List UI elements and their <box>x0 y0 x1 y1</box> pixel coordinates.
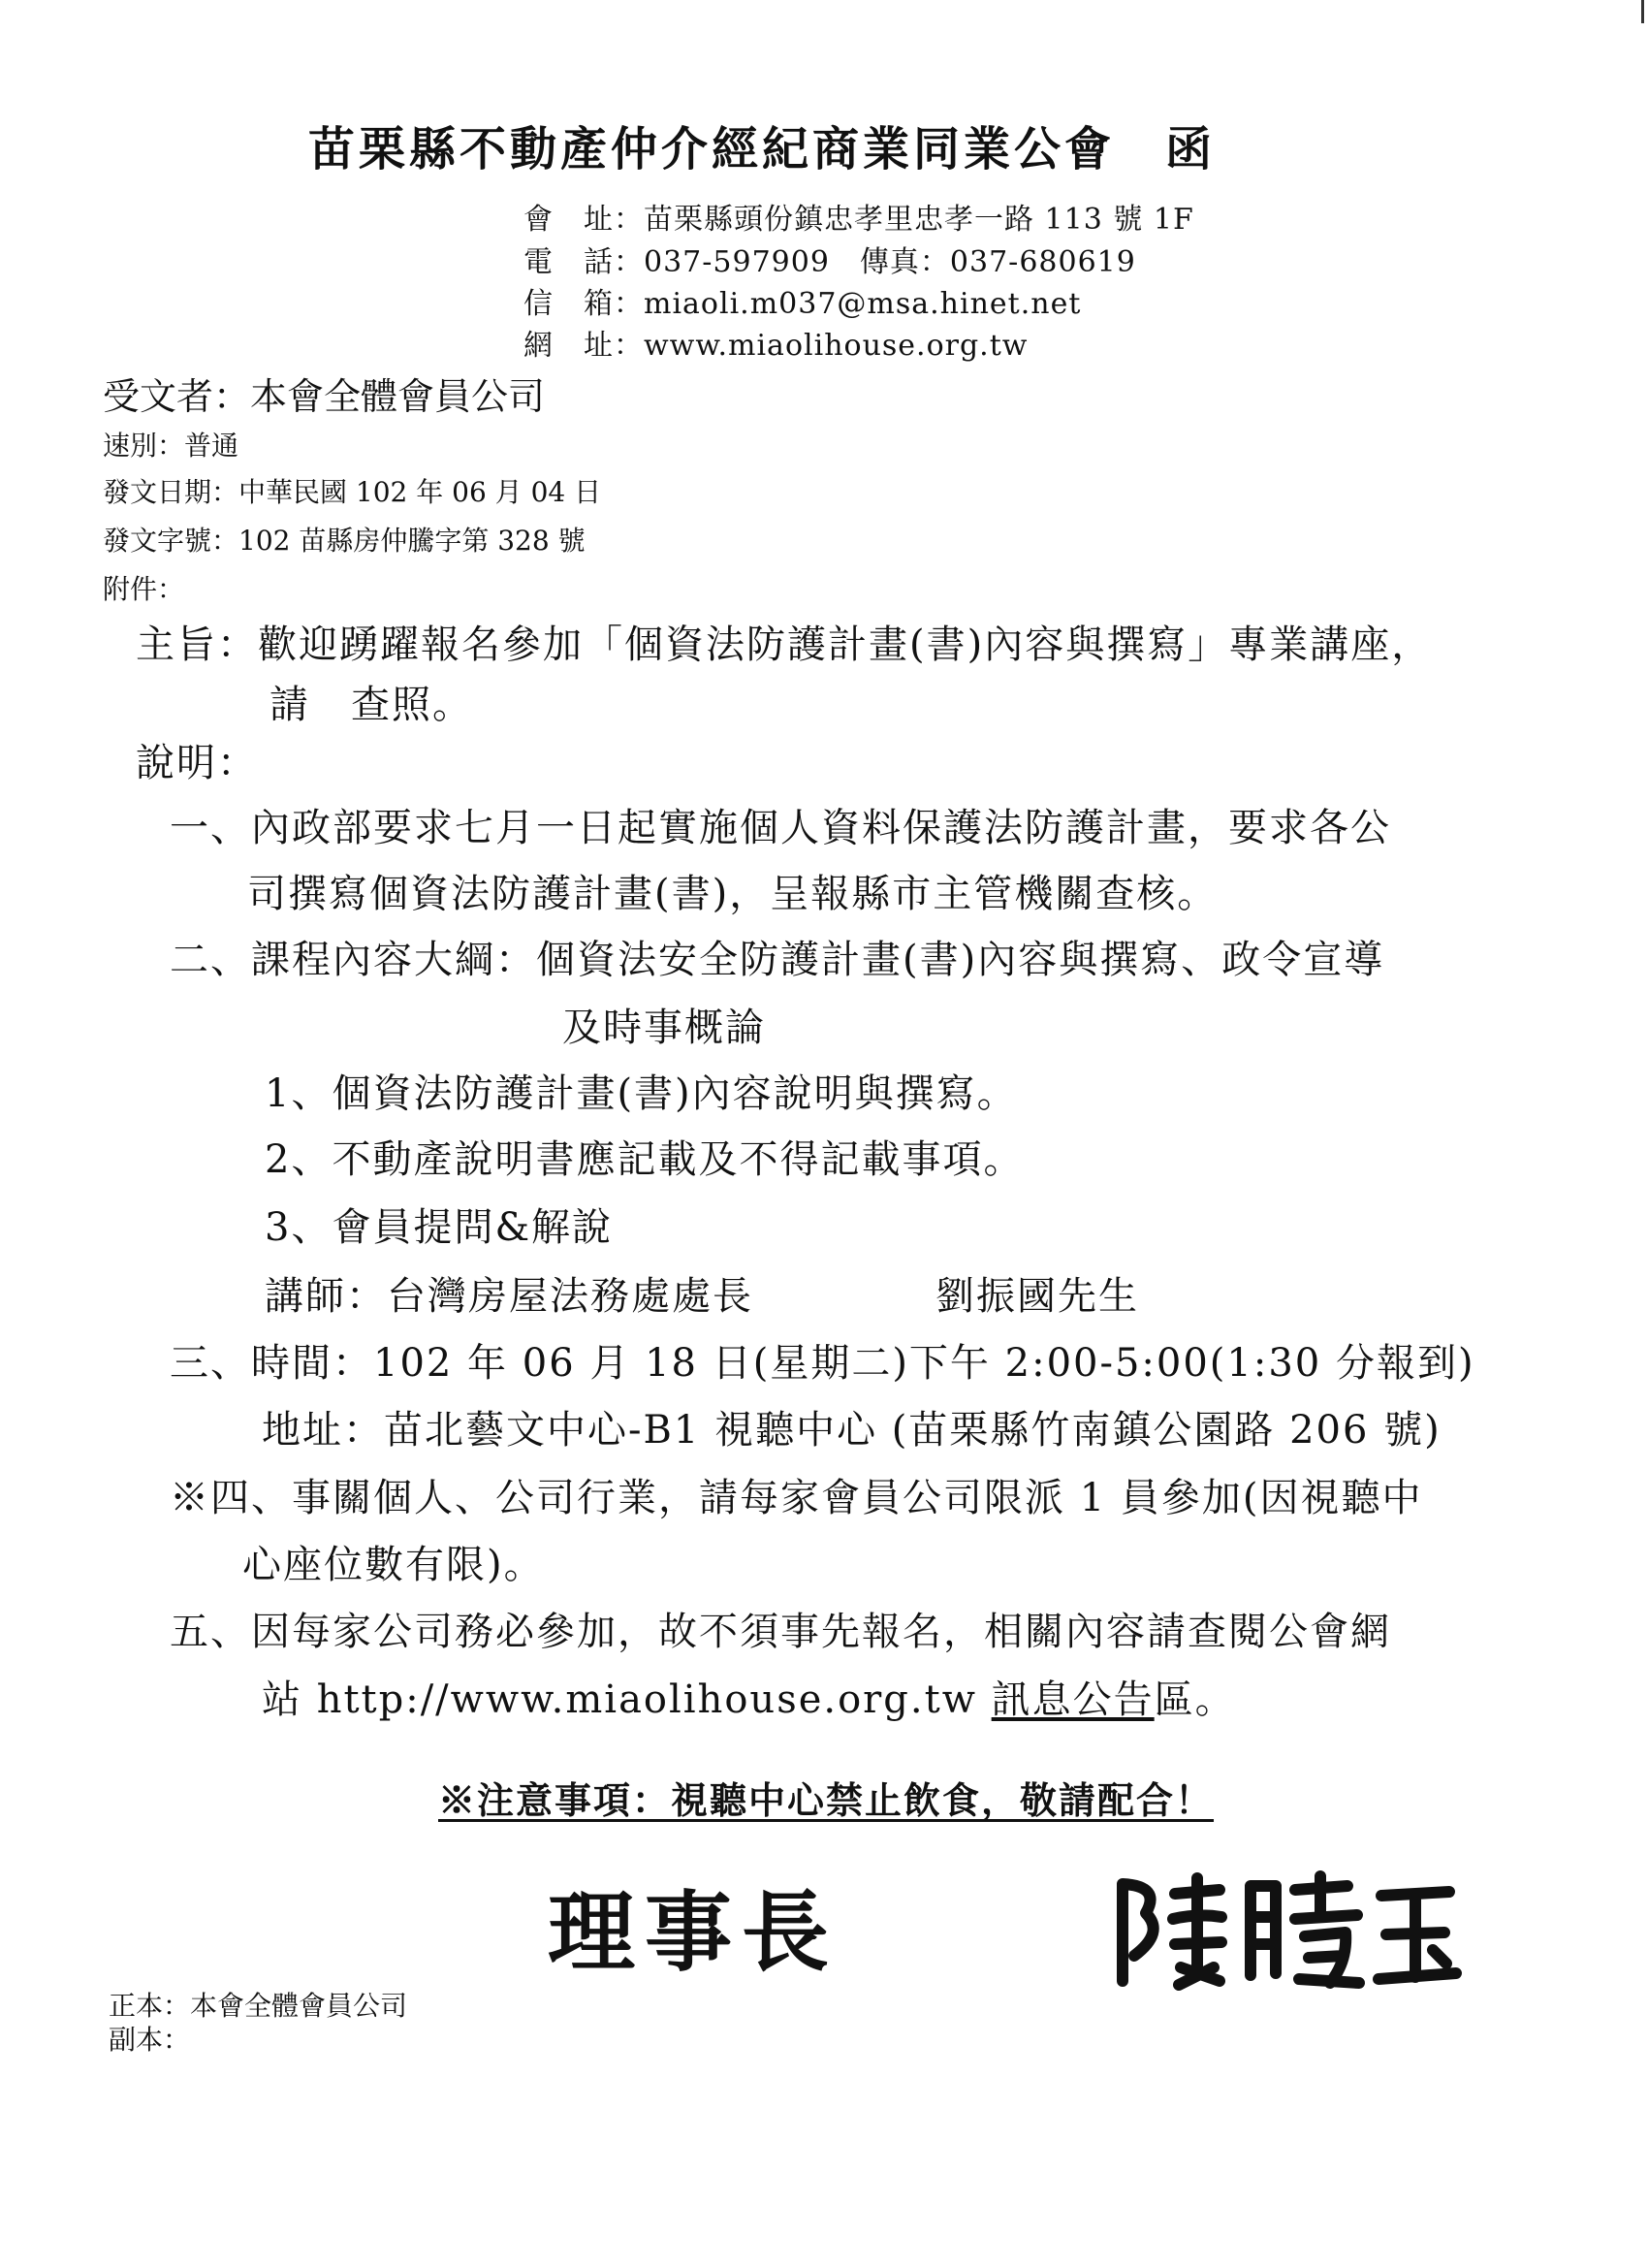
attachment-line: 附件： <box>103 573 185 605</box>
lecturer-label: 講師：台灣房屋法務處處長 <box>265 1274 753 1319</box>
item-5-line-1: 五、因每家公司務必參加，故不須事先報名，相關內容請查閱公會網 <box>170 1610 1391 1654</box>
outline-item-1: 1、個資法防護計畫(書)內容說明與撰寫。 <box>265 1071 1018 1116</box>
carbon-copy-line: 副本： <box>109 2024 191 2056</box>
lecturer-name: 劉振國先生 <box>935 1274 1139 1319</box>
item-5-suffix: 區。 <box>1154 1677 1236 1722</box>
item-5-url-text: 站 http://www.miaolihouse.org.tw <box>262 1677 992 1722</box>
phone-fax-line: 電 話：037-597909 傳真：037-680619 <box>523 245 1136 279</box>
outline-item-3: 3、會員提問&解說 <box>265 1205 614 1250</box>
subject-line-2: 請 查照。 <box>269 683 473 727</box>
item-3-venue-line: 地址：苗北藝文中心-B1 視聽中心 (苗栗縣竹南鎮公園路 206 號) <box>262 1408 1442 1453</box>
explanation-heading: 說明： <box>136 741 258 785</box>
address-line: 會 址：苗栗縣頭份鎮忠孝里忠孝一路 113 號 1F <box>523 203 1194 237</box>
issue-date-line: 發文日期：中華民國 102 年 06 月 04 日 <box>103 476 602 508</box>
website-line: 網 址：www.miaolihouse.org.tw <box>523 329 1029 363</box>
news-board-link-text: 訊息公告 <box>991 1677 1155 1722</box>
item-1-line-1: 一、內政部要求七月一日起實施個人資料保護法防護計畫，要求各公 <box>170 806 1391 850</box>
email-line: 信 箱：miaoli.m037@msa.hinet.net <box>523 287 1082 321</box>
item-2-line-1: 二、課程內容大綱：個資法安全防護計畫(書)內容與撰寫、政令宣導 <box>170 938 1385 982</box>
item-5-line-2 <box>262 1677 1236 1722</box>
handwritten-signature <box>1105 1867 1474 1993</box>
notice-line: ※注意事項：視聽中心禁止飲食，敬請配合！ <box>438 1778 1215 1822</box>
letterhead-title: 苗栗縣不動產仲介經紀商業同業公會 函 <box>308 122 1217 176</box>
document-number-line: 發文字號：102 苗縣房仲騰字第 328 號 <box>103 525 586 557</box>
item-2-line-2: 及時事概論 <box>562 1006 766 1050</box>
subject-line-1: 主旨：歡迎踴躍報名參加「個資法防護計畫(書)內容與撰寫」專業講座， <box>136 623 1433 667</box>
scan-edge-mark <box>1641 0 1644 23</box>
item-3-time-line: 三、時間：102 年 06 月 18 日(星期二)下午 2:00-5:00(1:30 分報到) <box>170 1341 1475 1386</box>
outline-item-2: 2、不動產說明書應記載及不得記載事項。 <box>265 1137 1025 1182</box>
chairman-title: 理事長 <box>548 1881 839 1984</box>
recipient-line: 受文者：本會全體會員公司 <box>103 375 546 418</box>
item-1-line-2: 司撰寫個資法防護計畫(書)，呈報縣市主管機關查核。 <box>247 872 1219 916</box>
item-4-line-2: 心座位數有限)。 <box>242 1543 545 1587</box>
item-4-line-1: ※四、事關個人、公司行業，請每家會員公司限派 1 員參加(因視聽中 <box>170 1476 1423 1520</box>
original-copy-line: 正本：本會全體會員公司 <box>109 1990 408 2022</box>
speed-line: 速別：普通 <box>103 430 239 462</box>
